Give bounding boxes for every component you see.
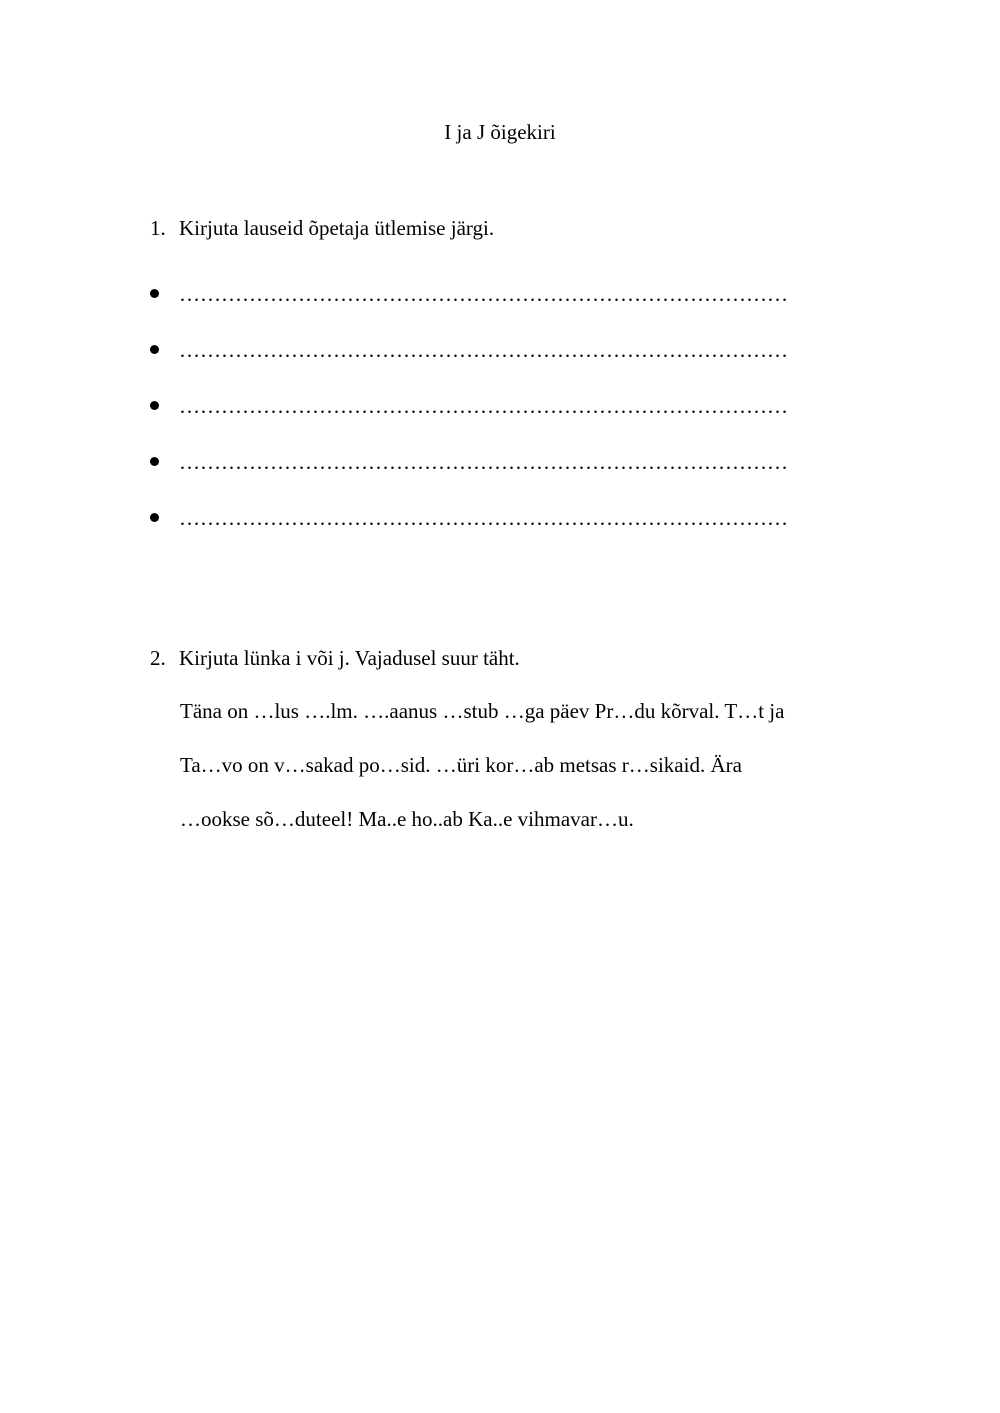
task2-instruction: Kirjuta lünka i või j. Vajadusel suur täht.	[179, 646, 520, 670]
task2-heading	[150, 644, 520, 672]
dotted-answer-line: ……………………………………………………………………………	[179, 394, 788, 418]
fill-in-line: Täna on …lus ….lm. ….aanus …stub …ga päev Pr…du kõrval. T…t ja	[180, 699, 785, 723]
task2-number: 2.	[150, 646, 166, 670]
dotted-answer-line: ……………………………………………………………………………	[179, 450, 788, 474]
bullet-icon	[150, 289, 159, 298]
task1-number: 1.	[150, 216, 166, 240]
fill-in-line: …ookse sõ…duteel! Ma..e ho..ab Ka..e vihmavar…u.	[180, 807, 634, 831]
fill-in-text	[180, 697, 880, 859]
bullet-icon	[150, 457, 159, 466]
dotted-answer-line: ……………………………………………………………………………	[179, 282, 788, 306]
dotted-answer-line: ……………………………………………………………………………	[179, 338, 788, 362]
dotted-answer-line: ……………………………………………………………………………	[179, 506, 788, 530]
task1-heading	[150, 214, 494, 242]
fill-in-line: Ta…vo on v…sakad po…sid. …üri kor…ab metsas r…sikaid. Ära	[180, 753, 742, 777]
bullet-icon	[150, 401, 159, 410]
page-title: I ja J õigekiri	[444, 120, 556, 144]
bullet-icon	[150, 513, 159, 522]
bullet-icon	[150, 345, 159, 354]
task1-instruction: Kirjuta lauseid õpetaja ütlemise järgi.	[179, 216, 495, 240]
